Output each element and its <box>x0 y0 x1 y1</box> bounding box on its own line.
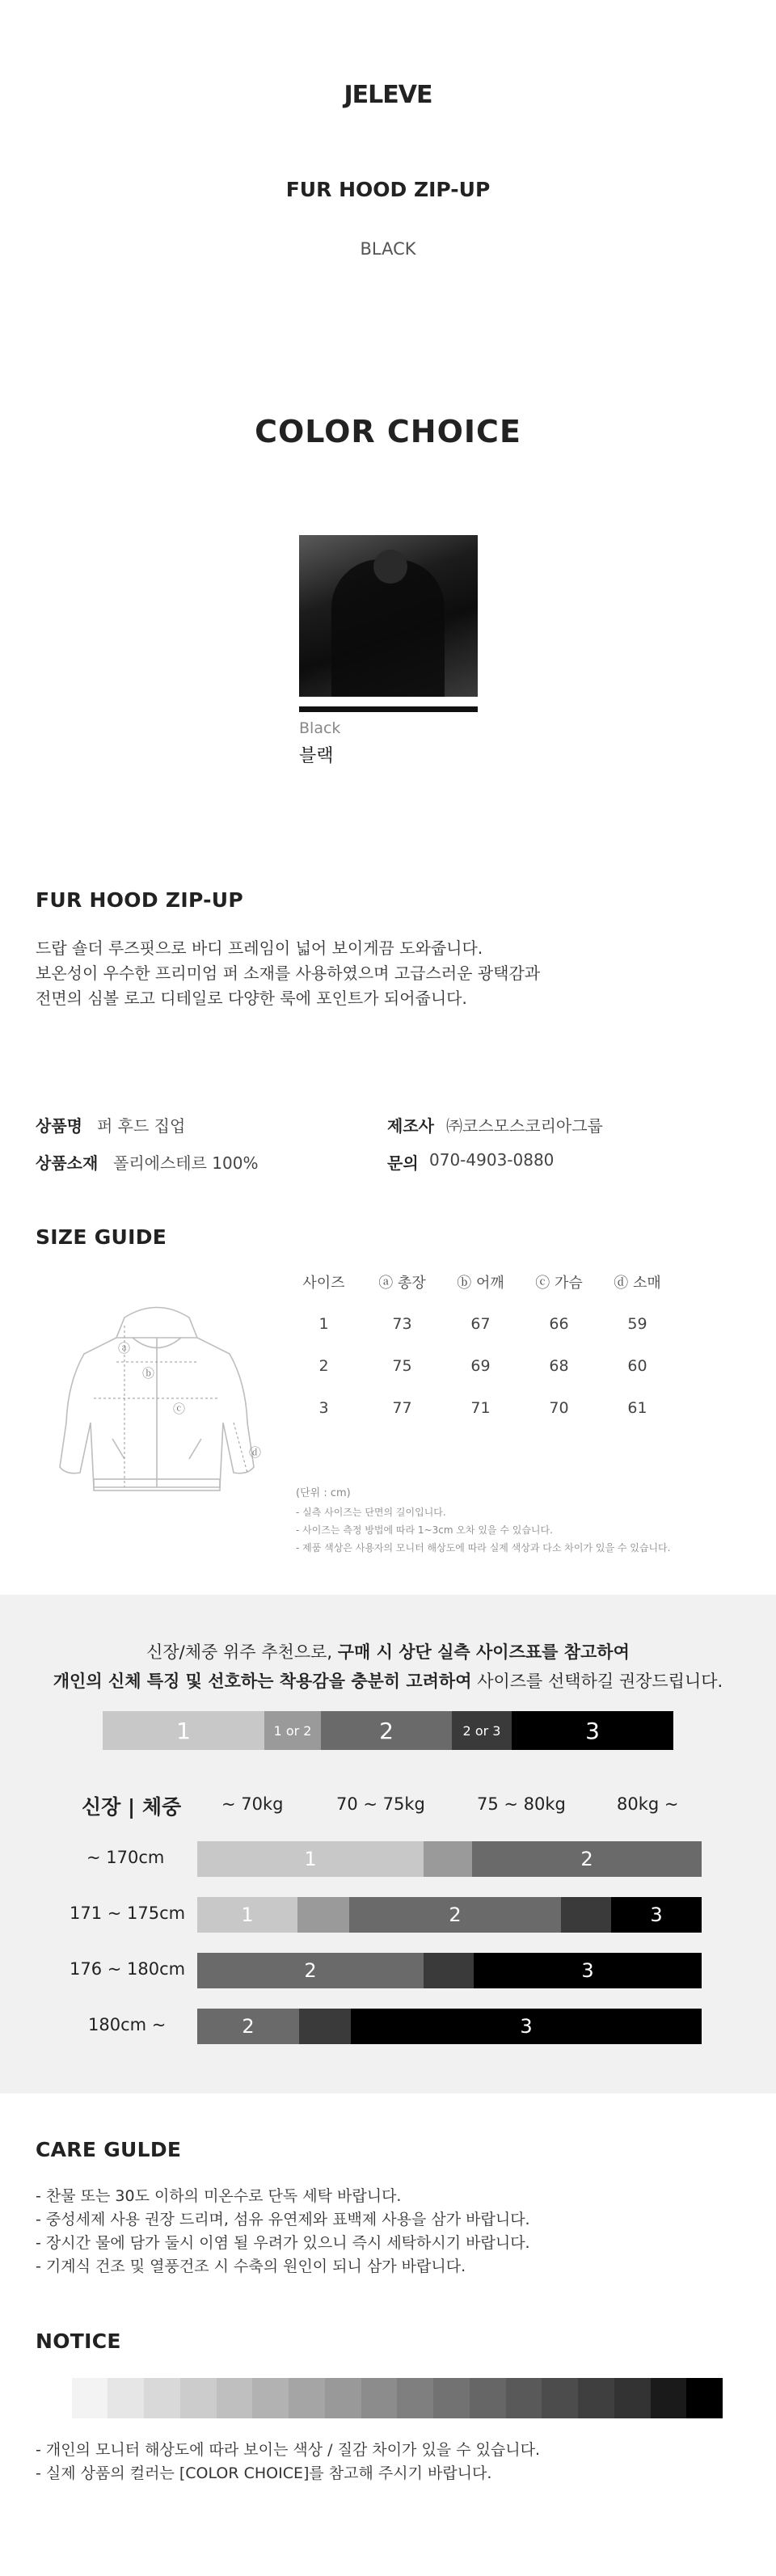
description-line: 보온성이 우수한 프리미엄 퍼 소재를 사용하였으며 고급스러운 광택감과 <box>36 963 541 983</box>
product-color: BLACK <box>360 239 416 259</box>
gradient-cell <box>289 2378 325 2418</box>
gradient-cell <box>686 2378 723 2418</box>
gradient-cell <box>217 2378 253 2418</box>
notice-line: - 개인의 모니터 해상도에 따라 보이는 색상 / 질감 차이가 있을 수 있습니다. <box>36 2441 541 2459</box>
notice-text <box>36 2439 540 2485</box>
spec-name-value: 퍼 후드 집업 <box>97 1116 186 1136</box>
size-cell: 75 <box>392 1357 412 1375</box>
care-line: - 찬물 또는 30도 이하의 미온수로 단독 세탁 바랍니다. <box>36 2187 402 2205</box>
care-line: - 장시간 물에 담가 둘시 이염 될 우려가 있으니 즉시 세탁하시기 바랍니다. <box>36 2234 530 2252</box>
height-row-label: 180cm ~ <box>88 2015 167 2034</box>
description-text <box>36 936 540 1011</box>
swatch-selected-bar <box>299 706 478 712</box>
size-cell: 71 <box>470 1399 491 1417</box>
rec-cell-size-2: 2 <box>472 1841 702 1877</box>
rec-cell-size-3: 3 <box>474 1953 702 1988</box>
diagram-label-d: ⓓ <box>249 1445 262 1460</box>
rec-cell-size-1: 1 <box>197 1897 297 1933</box>
size-table-header <box>285 1261 677 1303</box>
spec-contact-label: 문의 <box>387 1153 419 1173</box>
legend-size-3: 3 <box>512 1711 673 1750</box>
size-cell: 68 <box>549 1357 569 1375</box>
height-row-label: ~ 170cm <box>86 1848 165 1867</box>
recommend-text: 신장/체중 위주 추천으로, <box>146 1642 338 1662</box>
size-guide-title: SIZE GUIDE <box>36 1225 167 1249</box>
size-cell: 60 <box>627 1357 647 1375</box>
weight-col-header: 75 ~ 80kg <box>477 1794 566 1814</box>
rec-cell-size-1or2 <box>424 1841 472 1877</box>
size-table <box>285 1261 677 1429</box>
rec-cell-size-2or3 <box>299 2009 351 2044</box>
size-notes <box>296 1503 670 1557</box>
size-cell: 61 <box>627 1399 647 1417</box>
gradient-cell <box>397 2378 433 2418</box>
size-col-header: ⓐ 총장 <box>378 1275 426 1292</box>
size-note-line: - 실측 사이즈는 단면의 길이입니다. <box>296 1507 446 1518</box>
care-line: - 중성세제 사용 권장 드리며, 섬유 유연제와 표백제 사용을 삼가 바랍니다. <box>36 2211 530 2228</box>
rec-cell-size-2: 2 <box>197 1953 424 1988</box>
jacket-size-diagram <box>36 1293 278 1503</box>
size-cell: 66 <box>549 1315 569 1333</box>
spec-maker-label: 제조사 <box>387 1116 434 1136</box>
color-swatch-image[interactable] <box>299 535 478 697</box>
legend-size-1or2: 1 or 2 <box>264 1711 321 1750</box>
legend-size-2or3: 2 or 3 <box>452 1711 512 1750</box>
size-cell: 77 <box>392 1399 412 1417</box>
size-unit-note: (단위 : cm) <box>296 1487 351 1499</box>
size-table-row <box>285 1387 677 1429</box>
height-row-label: 171 ~ 175cm <box>70 1904 186 1923</box>
weight-col-header: ~ 70kg <box>221 1794 284 1814</box>
gradient-cell <box>36 2378 72 2418</box>
care-guide-title: CARE GULDE <box>36 2138 182 2161</box>
weight-col-header: 80kg ~ <box>617 1794 679 1814</box>
recommend-text: 사이즈를 선택하길 권장드립니다. <box>471 1672 723 1691</box>
rec-cell-size-2: 2 <box>349 1897 561 1933</box>
notice-line: - 실제 상품의 컬러는 [COLOR CHOICE]를 참고해 주시기 바랍니다. <box>36 2464 492 2482</box>
height-row-label: 176 ~ 180cm <box>70 1959 186 1979</box>
diagram-label-b: ⓑ <box>142 1366 155 1381</box>
rec-cell-size-1: 1 <box>197 1841 424 1877</box>
size-col-header: ⓒ 가슴 <box>535 1275 583 1292</box>
gradient-cell <box>470 2378 506 2418</box>
size-cell: 69 <box>470 1357 491 1375</box>
size-col-header: 사이즈 <box>302 1275 345 1292</box>
gradient-cell <box>180 2378 217 2418</box>
size-cell: 59 <box>627 1315 647 1333</box>
size-cell: 1 <box>318 1315 329 1333</box>
gradient-cell <box>72 2378 108 2418</box>
gradient-cell <box>433 2378 470 2418</box>
size-col-header: ⓑ 어깨 <box>457 1275 504 1292</box>
description-title: FUR HOOD ZIP-UP <box>36 888 244 912</box>
rec-cell-size-2: 2 <box>197 2009 299 2044</box>
care-guide-text <box>36 2185 530 2279</box>
size-note-line: - 제품 색상은 사용자의 모니터 해상도에 따라 실제 색상과 다소 차이가 있을 수 있습니다. <box>296 1542 671 1554</box>
spec-material-label: 상품소재 <box>36 1153 99 1173</box>
size-cell: 2 <box>318 1357 329 1375</box>
size-cell: 3 <box>318 1399 329 1417</box>
gradient-cell <box>614 2378 651 2418</box>
product-title: FUR HOOD ZIP-UP <box>285 178 491 201</box>
recommend-bold-text: 개인의 신체 특징 및 선호하는 착용감을 충분히 고려하여 <box>53 1672 472 1691</box>
gradient-cell <box>578 2378 614 2418</box>
legend-size-2: 2 <box>321 1711 452 1750</box>
size-note-line: - 사이즈는 측정 방법에 따라 1~3cm 오차 있을 수 있습니다. <box>296 1524 553 1536</box>
notice-title: NOTICE <box>36 2329 121 2353</box>
height-weight-header: 신장 | 체중 <box>82 1795 182 1819</box>
rec-cell-size-1or2 <box>297 1897 349 1933</box>
recommend-line-1 <box>0 1638 776 1667</box>
rec-cell-size-2or3 <box>561 1897 611 1933</box>
spec-material-value: 폴리에스테르 100% <box>113 1153 259 1173</box>
gradient-cell <box>361 2378 398 2418</box>
rec-cell-size-2or3 <box>424 1953 474 1988</box>
gradient-cell <box>542 2378 578 2418</box>
size-cell: 73 <box>392 1315 412 1333</box>
gradient-cell <box>325 2378 361 2418</box>
rec-cell-size-3: 3 <box>351 2009 702 2044</box>
gradient-cell <box>651 2378 687 2418</box>
gradient-cell <box>108 2378 144 2418</box>
gradient-cell <box>144 2378 180 2418</box>
description-line: 전면의 심볼 로고 디테일로 다양한 룩에 포인트가 되어줍니다. <box>36 989 467 1008</box>
size-cell: 70 <box>549 1399 569 1417</box>
description-line: 드랍 숄더 루즈핏으로 바디 프레임이 넓어 보이게끔 도와줍니다. <box>36 938 483 958</box>
size-col-header: ⓓ 소매 <box>614 1275 661 1292</box>
recommend-line-2 <box>0 1667 776 1696</box>
legend-size-1: 1 <box>103 1711 264 1750</box>
spec-maker-value: ㈜코스모스코리아그룹 <box>446 1116 603 1136</box>
diagram-label-c: ⓒ <box>173 1402 186 1416</box>
swatch-face-shape <box>373 550 407 584</box>
care-line: - 기계식 건조 및 열풍건조 시 수축의 원인이 되니 삼가 바랍니다. <box>36 2258 466 2275</box>
brand-logo: JELEVE <box>344 81 432 109</box>
swatch-name-en: Black <box>299 719 341 737</box>
color-choice-title: COLOR CHOICE <box>255 414 521 449</box>
weight-col-header: 70 ~ 75kg <box>336 1794 425 1814</box>
gradient-cell <box>252 2378 289 2418</box>
swatch-name-kr: 블랙 <box>299 746 334 766</box>
size-table-row <box>285 1303 677 1345</box>
spec-name-label: 상품명 <box>36 1116 82 1136</box>
spec-contact-value: 070-4903-0880 <box>429 1150 555 1170</box>
rec-cell-size-3: 3 <box>611 1897 702 1933</box>
gradient-cell <box>506 2378 542 2418</box>
size-table-row <box>285 1345 677 1387</box>
diagram-label-a: ⓐ <box>118 1341 131 1355</box>
size-cell: 67 <box>470 1315 491 1333</box>
recommend-bold-text: 구매 시 상단 실측 사이즈표를 참고하여 <box>337 1642 630 1662</box>
